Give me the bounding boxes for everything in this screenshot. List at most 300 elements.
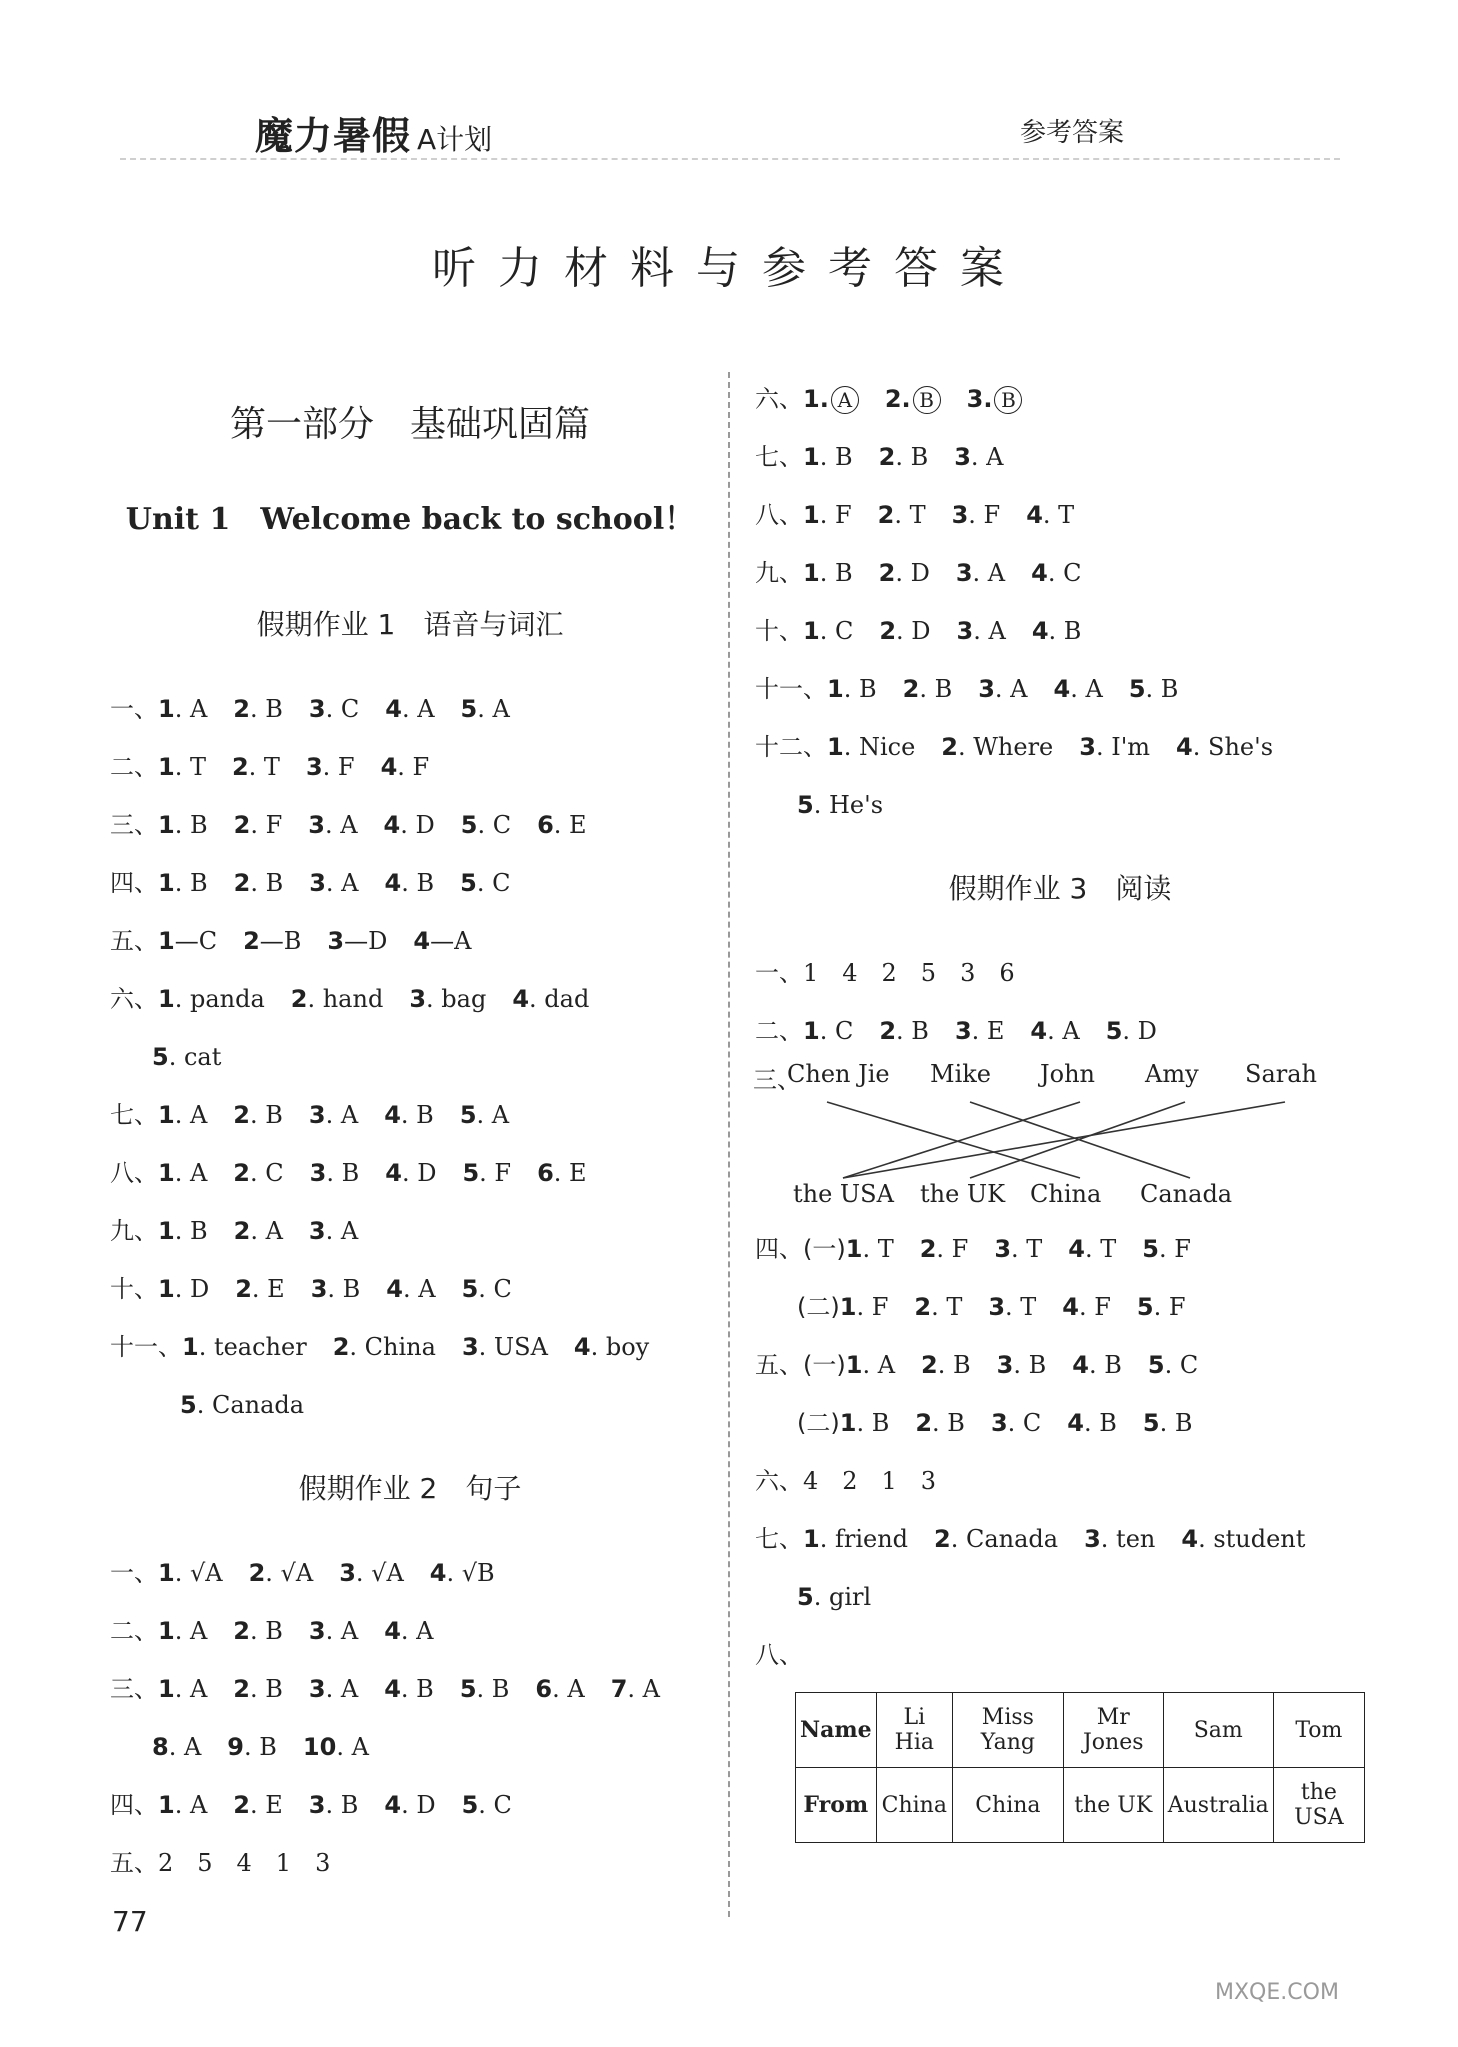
answer-item (384, 796, 435, 854)
answer-line (755, 1394, 1365, 1452)
answer-item (385, 854, 435, 912)
question-number: 二、 (110, 1617, 158, 1645)
item-number: 1 (803, 559, 820, 587)
answer-line (755, 1002, 1365, 1060)
item-answer: . B (174, 869, 208, 897)
item-answer: . B (819, 559, 853, 587)
answer-item (537, 1144, 586, 1202)
item-number: 1 (839, 1293, 857, 1321)
item-number: 1 (803, 1017, 820, 1045)
item-answer: . E (251, 1275, 285, 1303)
item-number: 3 (994, 1235, 1012, 1263)
answer-item (460, 1660, 510, 1718)
item-number: 5 (460, 695, 478, 723)
answer-item (158, 970, 265, 1028)
item-answer: . China (349, 1333, 436, 1361)
item-answer: . B (856, 1409, 890, 1437)
question-number: (二) (797, 1293, 840, 1321)
answer-item (1072, 1336, 1122, 1394)
answer-line (110, 1318, 710, 1376)
item-answer: . D (400, 811, 435, 839)
answer-item (535, 1660, 584, 1718)
item-number: 4 (413, 927, 431, 955)
item-number: 8 (152, 1733, 169, 1761)
table-cell: Tom (1273, 1693, 1364, 1768)
item-answer: . Nice (843, 733, 916, 761)
answer-item (384, 1776, 435, 1834)
answer-item (1032, 602, 1082, 660)
circled-answers-line (755, 370, 1365, 428)
hw2-answers (110, 1544, 710, 1892)
part-title: 第一部分 基础巩固篇 (229, 404, 590, 445)
answer-line (755, 660, 1365, 718)
question-number: 八、 (755, 501, 803, 529)
match-person: Mike (930, 1060, 991, 1088)
question-number: 九、 (110, 1217, 158, 1245)
answer-item (461, 680, 510, 738)
item-number: 2 (934, 1525, 951, 1553)
item-number: 1 (803, 501, 820, 529)
answer-item (233, 1086, 283, 1144)
item-answer: . Where (957, 733, 1054, 761)
answer-line (110, 854, 710, 912)
item-number: 1 (158, 811, 175, 839)
answer-item (840, 1394, 890, 1452)
answer-item (158, 796, 208, 854)
answer-item (232, 738, 280, 796)
item-answer: —A (430, 927, 472, 955)
item-number: 1 (158, 985, 175, 1013)
item-number: 6 (535, 1675, 553, 1703)
item-answer: . F (968, 501, 1001, 529)
answer-item (234, 796, 283, 854)
item-answer: . B (1083, 1409, 1117, 1437)
table-cell: Sam (1163, 1693, 1273, 1768)
item-number: 5 (460, 869, 477, 897)
question-number: 五、 (110, 1849, 158, 1877)
item-answer: . F (1153, 1293, 1186, 1321)
answer-item (385, 680, 434, 738)
item-number: 6 (537, 811, 554, 839)
item-answer: . C (478, 1275, 512, 1303)
item-answer: . B (895, 443, 929, 471)
item-number: 1 (803, 443, 820, 471)
question-number: 五、 (110, 927, 158, 955)
item-number: 4 (1026, 501, 1043, 529)
item-number: 6 (537, 1159, 554, 1187)
item-answer: . A (862, 1351, 896, 1379)
item-number: 2 (902, 675, 920, 703)
question-number: 七、 (110, 1101, 158, 1129)
answer-item (309, 680, 359, 738)
answer-item (879, 428, 929, 486)
item-answer: . student (1198, 1525, 1306, 1553)
item-number: 5 (797, 791, 814, 819)
question-number: 八、 (110, 1159, 158, 1187)
item-number: 3 (327, 927, 345, 955)
item-number: 2 (290, 985, 308, 1013)
answer-item (235, 1260, 284, 1318)
item-answer: . B (401, 869, 435, 897)
answer-item (934, 1510, 1058, 1568)
answer-line (755, 544, 1365, 602)
item-answer: . ten (1100, 1525, 1156, 1553)
item-number: 4 (1031, 559, 1048, 587)
item-answer: . C (1047, 559, 1082, 587)
answer-item (158, 1602, 207, 1660)
item-number: 4 (385, 695, 402, 723)
answer-item (574, 1318, 649, 1376)
question-number: 四、 (110, 1791, 158, 1819)
answer-line (755, 1568, 1365, 1626)
answer-item (997, 1336, 1047, 1394)
item-answer: . Canada (196, 1391, 305, 1419)
item-number: 5 (1147, 1351, 1165, 1379)
hw1-title: 假期作业 1 语音与词汇 (256, 608, 564, 641)
item-number: 2 (233, 695, 250, 723)
answer-item (988, 1278, 1036, 1336)
item-number: 1 (182, 1333, 199, 1361)
answer-line (755, 1278, 1365, 1336)
item-number: 3 (308, 1675, 326, 1703)
item-number: 2 (231, 753, 249, 781)
answer-line (755, 776, 1365, 834)
item-answer: . A (552, 1675, 585, 1703)
answer-item (462, 1776, 512, 1834)
answer-item (384, 1660, 434, 1718)
answer-item (234, 1202, 283, 1260)
item-number: 4 (383, 811, 401, 839)
question-number: 一、 (110, 1559, 158, 1587)
item-number: 1 (158, 1559, 175, 1587)
item-answer: —C (174, 927, 218, 955)
item-number: 4 (384, 1101, 401, 1129)
item-number: 1 (827, 675, 844, 703)
answer-item (1181, 1510, 1305, 1568)
answer-item (306, 738, 355, 796)
answer-item (956, 544, 1005, 602)
answer-item (921, 1336, 971, 1394)
question-number: 十、 (110, 1275, 158, 1303)
item-answer: . T (1011, 1235, 1043, 1263)
item-number: 4 (384, 1791, 402, 1819)
item-answer: . D (401, 1159, 437, 1187)
item-answer: . B (244, 1733, 277, 1761)
item-number: 3 (990, 1409, 1008, 1437)
answer-line (110, 1834, 710, 1892)
answer-item (846, 1220, 894, 1278)
match-country: China (1030, 1180, 1102, 1208)
item-number: 2 (235, 1275, 252, 1303)
item-answer: . A (627, 1675, 661, 1703)
item-answer: . A (174, 1159, 208, 1187)
answer-item (339, 1544, 404, 1602)
answer-item (920, 1220, 969, 1278)
answer-item (1176, 718, 1273, 776)
answer-item (1137, 1278, 1186, 1336)
answer-item (461, 796, 511, 854)
circled-option: B (994, 386, 1022, 414)
item-answer: . B (250, 869, 284, 897)
item-number: 3 (308, 1617, 326, 1645)
item-answer: . A (325, 1101, 359, 1129)
answer-line (110, 1544, 710, 1602)
item-answer: . F (819, 501, 852, 529)
item-number: 3 (308, 1217, 326, 1245)
answer-item (1054, 660, 1103, 718)
answer-line (755, 1220, 1365, 1278)
item-answer: . A (972, 559, 1006, 587)
answer-item (1143, 1394, 1193, 1452)
answer-item (462, 1260, 512, 1318)
question-number: 九、 (755, 559, 803, 587)
item-answer: . A (174, 695, 208, 723)
brand-name: 魔力暑假 (255, 114, 412, 158)
item-answer: . A (401, 695, 435, 723)
circled-option: B (913, 386, 941, 414)
item-answer: . B (843, 675, 877, 703)
item-answer: . Canada (950, 1525, 1059, 1553)
item-number: 2 (233, 1675, 250, 1703)
circled-answer (803, 370, 859, 428)
hw3-answers-a (755, 944, 1365, 1060)
question-number: 八、 (755, 1641, 803, 1669)
item-answer: . T (1005, 1293, 1037, 1321)
answer-item (233, 1660, 283, 1718)
answer-item (460, 854, 510, 912)
item-number: 1 (845, 1235, 863, 1263)
match-person: Amy (1145, 1060, 1199, 1088)
circled-answer (967, 370, 1023, 428)
item-number: 1 (827, 733, 844, 761)
item-number: 2 (233, 1791, 250, 1819)
table-cell: the UK (1063, 1768, 1163, 1843)
item-answer: . friend (819, 1525, 909, 1553)
item-answer: . B (174, 1217, 208, 1245)
answer-line (755, 944, 1365, 1002)
item-answer: . B (400, 1101, 434, 1129)
question-number: 十一、 (755, 675, 827, 703)
item-number: 4 (1072, 1351, 1089, 1379)
item-answer: . D (174, 1275, 210, 1303)
item-answer: —B (259, 927, 302, 955)
item-number: 1 (158, 1275, 175, 1303)
item-number: 1 (158, 753, 175, 781)
item-answer: . B (1048, 617, 1082, 645)
item-answer: . T (1085, 1235, 1117, 1263)
match-country: the USA (793, 1180, 894, 1208)
answer-line (110, 1144, 710, 1202)
question-number: 一、 (755, 959, 803, 987)
item-number: 1 (158, 1217, 175, 1245)
item-number: 2 (233, 1101, 250, 1129)
item-answer: . B (1159, 1409, 1193, 1437)
answer-item (952, 486, 1001, 544)
item-answer: . girl (813, 1583, 872, 1611)
question-number: 一、 (110, 695, 158, 723)
item-number: 3 (1084, 1525, 1101, 1553)
item-answer: . F (322, 753, 355, 781)
item-number: 1 (845, 1351, 863, 1379)
answer-item (611, 1660, 660, 1718)
item-number: 4 (384, 1617, 401, 1645)
item-answer: . T (248, 753, 280, 781)
answer-item (991, 1394, 1041, 1452)
item-answer: . A (325, 1617, 359, 1645)
item-number: 3 (956, 617, 974, 645)
answer-item (430, 1544, 495, 1602)
item-answer: . A (970, 443, 1004, 471)
item-answer: . B (174, 811, 208, 839)
item-answer: . A (477, 695, 510, 723)
answer-item (152, 1718, 201, 1776)
left-column (110, 380, 710, 1892)
name-from-table (795, 1692, 1365, 1843)
answer-line (110, 680, 710, 738)
answer-item (333, 1318, 436, 1376)
item-answer: . A (174, 1791, 208, 1819)
item-number: 3 (461, 1333, 479, 1361)
item-number: 3 (988, 1293, 1006, 1321)
circled-option: A (831, 386, 859, 414)
item-number: 4 (1068, 1235, 1085, 1263)
question-number: 二、 (755, 1017, 803, 1045)
answer-item (233, 680, 283, 738)
hw2-answers-continued (755, 428, 1365, 834)
answer-item (954, 428, 1003, 486)
answer-item (460, 1086, 509, 1144)
item-answer: . C (1007, 1409, 1042, 1437)
answer-line (110, 1028, 710, 1086)
item-answer: . USA (478, 1333, 548, 1361)
item-number: 4 (573, 1333, 591, 1361)
answer-item (462, 1318, 548, 1376)
answer-item (233, 1776, 282, 1834)
item-number: 2 (233, 869, 251, 897)
table-cell: Australia (1163, 1768, 1273, 1843)
answer-line (110, 1260, 710, 1318)
item-number: 1 (158, 1791, 175, 1819)
item-answer: . √A (265, 1559, 314, 1587)
item-answer: . T (1042, 501, 1075, 529)
table-cell: Li Hia (876, 1693, 952, 1768)
answer-item (994, 1220, 1042, 1278)
brand-subtitle: A计划 (417, 123, 493, 156)
question-number: 十二、 (755, 733, 827, 761)
answer-item (158, 912, 217, 970)
page-title: 听力材料与参考答案 (432, 243, 1026, 294)
item-answer: . C (1164, 1351, 1199, 1379)
match-person: John (1040, 1060, 1095, 1088)
item-answer: . cat (168, 1043, 222, 1071)
item-answer: . hand (307, 985, 384, 1013)
item-answer: . A (174, 1675, 208, 1703)
hw3-title: 假期作业 3 阅读 (948, 872, 1172, 905)
answer-line (110, 1602, 710, 1660)
item-number: 5 (460, 811, 478, 839)
item-number: 3 (339, 1559, 356, 1587)
item-number: 5 (1136, 1293, 1154, 1321)
answer-item (512, 970, 589, 1028)
answer-item (915, 1394, 965, 1452)
answer-item (878, 486, 926, 544)
item-answer: . B (326, 1159, 360, 1187)
question-number: 六、 (110, 985, 158, 1013)
answer-item (1129, 660, 1179, 718)
item-answer: . √B (446, 1559, 495, 1587)
answer-item (903, 660, 953, 718)
match-person: Sarah (1245, 1060, 1317, 1088)
item-answer: . F (250, 811, 283, 839)
item-answer: . E (553, 1159, 587, 1187)
item-answer: . B (819, 443, 853, 471)
item-number: 1 (158, 1617, 175, 1645)
item-number: 4 (1053, 675, 1071, 703)
item-number: 3 (978, 675, 995, 703)
item-answer: . B (919, 675, 953, 703)
header-section-label: 参考答案 (1020, 118, 1125, 148)
answer-item (309, 1086, 358, 1144)
question-number: 十、 (755, 617, 803, 645)
answer-line (110, 796, 710, 854)
match-bottom-names (755, 1180, 1355, 1220)
item-answer: . C (325, 695, 360, 723)
answer-item (308, 796, 357, 854)
item-number: 5 (459, 1101, 477, 1129)
matching-exercise (755, 1060, 1365, 1220)
item-answer: . A (994, 675, 1028, 703)
item-answer: . F (479, 1159, 512, 1187)
item-answer: . F (936, 1235, 969, 1263)
item-answer: . A (325, 1675, 359, 1703)
item-number: 2 (921, 1351, 938, 1379)
answer-line (755, 486, 1365, 544)
item-number: 1 (803, 1525, 820, 1553)
item-answer: . D (401, 1791, 436, 1819)
question-number: (二) (797, 1409, 840, 1437)
answer-line (755, 602, 1365, 660)
answer-item (1062, 1278, 1111, 1336)
item-number: 2 (332, 1333, 350, 1361)
item-number: 4 (384, 1675, 401, 1703)
item-answer: . B (476, 1675, 510, 1703)
question-number: 七、 (755, 1525, 803, 1553)
item-answer: . C (478, 1791, 512, 1819)
item-answer: . T (894, 501, 926, 529)
item-answer: —D (344, 927, 388, 955)
unit-title: Unit 1 Welcome back to school！ (125, 502, 695, 537)
item-answer: . F (1079, 1293, 1111, 1321)
hw3-answers-b (755, 1220, 1365, 1684)
answer-item (158, 1144, 207, 1202)
answer-item (462, 1144, 511, 1202)
answer-item (309, 1602, 358, 1660)
hw2-title: 假期作业 2 句子 (298, 1472, 522, 1505)
item-answer: . D (1122, 1017, 1157, 1045)
item-answer: . teacher (198, 1333, 307, 1361)
answer-item (158, 1660, 207, 1718)
item-answer: . panda (174, 985, 265, 1013)
question-number: 七、 (755, 443, 803, 471)
item-number: 4 (1181, 1525, 1199, 1553)
answer-text: 4 2 1 3 (803, 1467, 937, 1495)
item-number: 2 (877, 501, 895, 529)
answer-item (182, 1318, 307, 1376)
item-number: 4 (385, 1159, 402, 1187)
item-number: 1 (158, 695, 175, 723)
answer-item (384, 1602, 433, 1660)
answer-item (955, 1002, 1004, 1060)
